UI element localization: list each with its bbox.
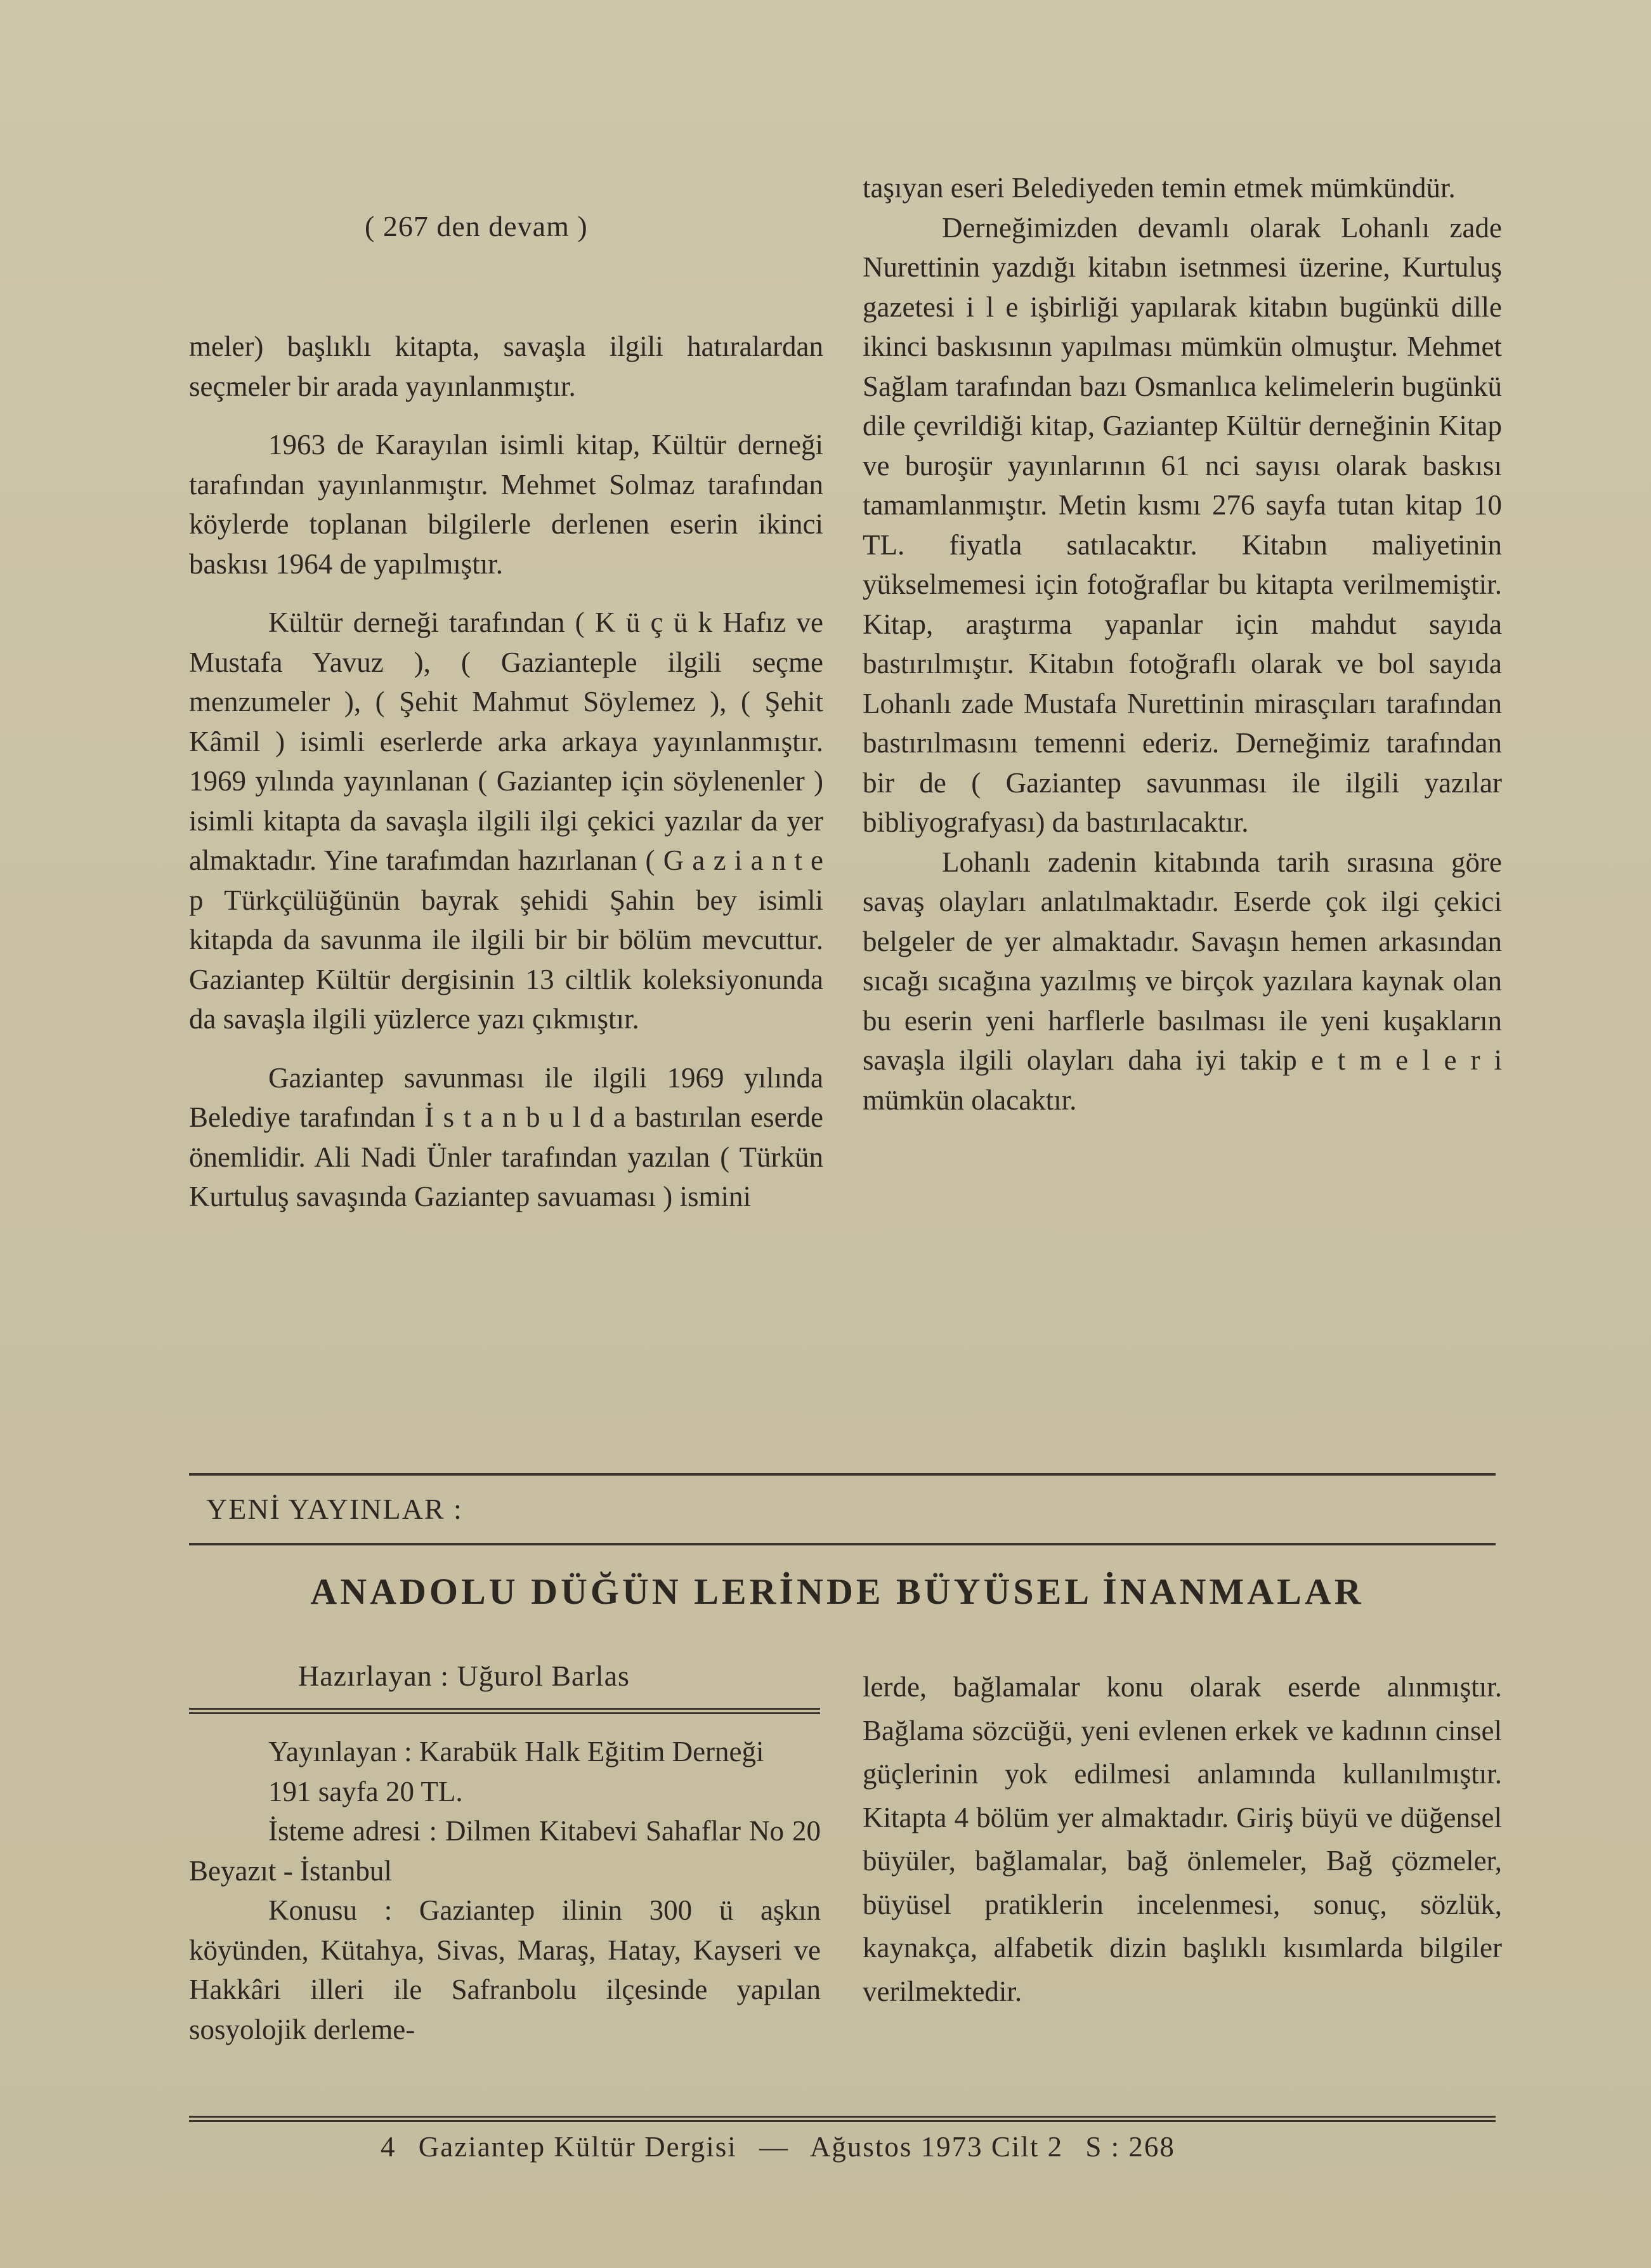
paragraph: 1963 de Karayılan isimli kitap, Kültür derneği tarafından yayınlanmıştır. Mehmet Solmaz tarafından köylerde toplanan bilgilerle derlenen eserin ikinci baskısı 1964 de yapılmıştır. (189, 429, 823, 580)
book-title: ANADOLU DÜĞÜN LERİNDE BÜYÜSEL İNANMALAR (310, 1571, 1364, 1612)
section-divider-top (189, 1473, 1496, 1476)
book-summary-column (863, 1665, 1502, 2013)
book-details-column (189, 1732, 821, 2049)
section-label: YENİ YAYINLAR : (206, 1493, 463, 1525)
continuation-note: ( 267 den devam ) (365, 210, 588, 242)
footer-page-number: 4 (381, 2131, 396, 2163)
paragraph: İsteme adresi : Dilmen Kitabevi Sahaflar No 20 Beyazıt - İstanbul (189, 1815, 821, 1887)
byline-rule (189, 1708, 820, 1714)
paragraph: 191 sayfa 20 TL. (268, 1775, 463, 1807)
footer-dash: — (759, 2131, 790, 2163)
paragraph: Gaziantep savunması ile ilgili 1969 yılında Belediye tarafından İ s t a n b u l d a bastırılan eserde önemlidir. Ali Nadi Ünler tarafından yazılan ( Türkün Kurtuluş savaşında Gaziantep savuaması ) ismini (189, 1061, 823, 1212)
left-column (189, 327, 823, 1217)
page-footer (381, 2130, 1189, 2163)
paragraph: Konusu : Gaziantep ilinin 300 ü aşkın köyünden, Kütahya, Sivas, Maraş, Hatay, Kayseri ve Hakkâri illeri ile Safranbolu ilçesinde yapılan sosyolojik derleme- (189, 1894, 821, 2045)
footer-issue-date: Ağustos 1973 Cilt 2 (809, 2131, 1064, 2163)
right-column (863, 168, 1502, 1120)
paragraph: Kültür derneği tarafından ( K ü ç ü k Hafız ve Mustafa Yavuz ), ( Gazianteple ilgili seçme menzumeler ), ( Şehit Mahmut Söylemez ), ( Şehit Kâmil ) isimli eserlerde arka arkaya yayınlanmıştır. 1969 yılında yayınlanan ( Gaziantep için söylenenler ) isimli kitapta da savaşla ilgili ilgi çekici yazılar da yer almaktadır. Yine tarafımdan hazırlanan ( G a z i a n t e p Türkçülüğünün bayrak şehidi Şahin bey isimli kitapda da savunma ile ilgili bir bir bölüm mevcuttur. Gaziantep Kültür dergisinin 13 ciltlik koleksiyonunda da savaşla ilgili yüzlerce yazı çıkmıştır. (189, 606, 823, 1035)
footer-issue-number: S : 268 (1085, 2131, 1175, 2163)
paragraph: meler) başlıklı kitapta, savaşla ilgili hatıralardan seçmeler bir arada yayınlanmıştır. (189, 331, 823, 402)
paragraph: lerde, bağlamalar konu olarak eserde alınmıştır. Bağlama sözcüğü, yeni evlenen erkek ve kadının cinsel güçlerinin yok edilmesi anlamında kullanılmıştır. Kitapta 4 bölüm yer almaktadır. Giriş büyü ve düğensel büyüler, bağlamalar, bağ önlemeler, Bağ çözmeler, büyüsel pratiklerin incelenmesi, sonuç, sözlük, kaynakça, alfabetik dizin başlıklı kısımlarda bilgiler verilmektedir. (863, 1671, 1502, 2007)
section-divider-bottom (189, 1543, 1496, 1545)
footer-rule (189, 2116, 1496, 2122)
paragraph: taşıyan eseri Belediyeden temin etmek mümkündür. (863, 172, 1456, 204)
footer-journal-name: Gaziantep Kültür Dergisi (418, 2131, 737, 2163)
paragraph: Yayınlayan : Karabük Halk Eğitim Derneği (268, 1736, 764, 1767)
book-byline: Hazırlayan : Uğurol Barlas (298, 1660, 630, 1692)
paragraph: Lohanlı zadenin kitabında tarih sırasına göre savaş olayları anlatılmaktadır. Eserde çok ilgi çekici belgeler de yer almaktadır. Savaşın hemen arkasından sıcağı sıcağına yazılmış ve birçok yazılara kaynak olan bu eserin yeni harflerle basılması ile yeni kuşakların savaşla ilgili olayları daha iyi takip e t m e l e r i mümkün olacaktır. (863, 846, 1502, 1116)
paragraph: Derneğimizden devamlı olarak Lohanlı zade Nurettinin yazdığı kitabın isetnmesi üzerine, Kurtuluş gazetesi i l e işbirliği yapılarak kitabın bugünkü dille ikinci baskısının yapılması mümkün olmuştur. Mehmet Sağlam tarafından bazı Osmanlıca kelimelerin bugünkü dile çevrildiği kitap, Gaziantep Kültür derneğinin Kitap ve buroşür yayınlarının 61 nci sayısı olarak baskısı tamamlanmıştır. Metin kısmı 276 sayfa tutan kitap 10 TL. fiyatla satılacaktır. Kitabın maliyetinin yükselmemesi için fotoğraflar bu kitapta verilmemiştir. Kitap, araştırma yapanlar için mahdut sayıda bastırılmıştır. Kitabın fotoğraflı olarak ve bol sayıda Lohanlı zade Mustafa Nurettinin mirasçıları tarafından bastırılmasını temenni ederiz. Derneğimiz tarafından bir de ( Gaziantep savunması ile ilgili yazılar bibliyografyası) da bastırılacaktır. (863, 211, 1502, 838)
